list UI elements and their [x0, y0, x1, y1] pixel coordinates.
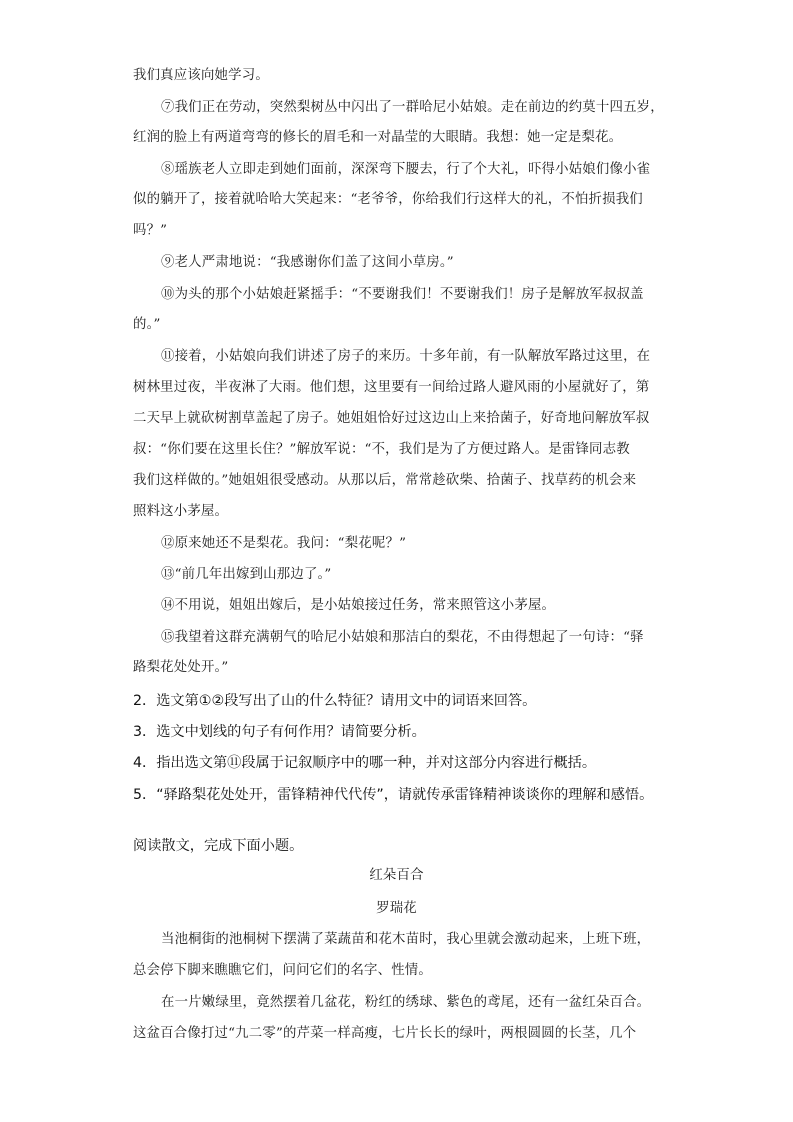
question-3: 3．选文中划线的句子有何作用？请简要分析。 — [133, 724, 426, 740]
paragraph-10-line: ⑩为头的那个小姑娘赶紧摇手：“不要谢我们！不要谢我们！房子是解放军叔叔盖 — [161, 287, 644, 302]
paragraph-line: 这盆百合像打过“九二零”的芹菜一样高瘦，七片长长的绿叶，两根圆圆的长茎，几个 — [133, 1026, 637, 1041]
paragraph-line: 叔：“你们要在这里长住？”解放军说：“不，我们是为了方便过路人。是雷锋同志教 — [133, 442, 630, 457]
paragraph-8-line: ⑧瑶族老人立即走到她们面前，深深弯下腰去，行了个大礼，吓得小姑娘们像小雀 — [161, 162, 651, 177]
question-2: 2．选文第①②段写出了山的什么特征？请用文中的词语来回答。 — [133, 693, 537, 709]
reading-instruction: 阅读散文，完成下面小题。 — [133, 838, 304, 854]
paragraph-line: 红润的脸上有两道弯弯的修长的眉毛和一对晶莹的大眼睛。我想：她一定是梨花。 — [133, 130, 623, 145]
question-5: 5．“驿路梨花处处开，雷锋精神代代传”，请就传承雷锋精神谈谈你的理解和感悟。 — [133, 787, 654, 803]
paragraph-line: 在一片嫩绿里，竟然摆着几盆花，粉红的绣球、紫色的鸢尾，还有一盆红朵百合。 — [161, 995, 651, 1010]
paragraph-line: 二天早上就砍树割草盖起了房子。她姐姐恰好过这边山上来拾菌子，好奇地问解放军叔 — [133, 411, 650, 426]
paragraph-line: 总会停下脚来瞧瞧它们，问问它们的名字、性情。 — [133, 963, 432, 978]
paragraph-line: 路梨花处处开。” — [133, 660, 229, 675]
paragraph-14-line: ⑭不用说，姐姐出嫁后，是小姑娘接过任务，常来照管这小茅屋。 — [161, 598, 556, 613]
paragraph-11-line: ⑪接着，小姑娘向我们讲述了房子的来历。十多年前，有一队解放军路过这里，在 — [161, 349, 651, 364]
passage-title: 红朵百合 — [369, 868, 424, 883]
paragraph-line: 树林里过夜，半夜淋了大雨。他们想，这里要有一间给过路人避风雨的小屋就好了，第 — [133, 380, 650, 395]
paragraph-line: 似的躺开了，接着就哈哈大笑起来：“老爷爷，你给我们行这样大的礼，不怕折损我们 — [133, 192, 643, 207]
paragraph-line: 的。” — [133, 317, 161, 332]
paragraph-line: 照料这小茅屋。 — [133, 504, 229, 519]
paragraph-13-line: ⑬“前几年出嫁到山那边了。” — [161, 567, 332, 582]
question-4: 4．指出选文第⑪段属于记叙顺序中的哪一种，并对这部分内容进行概括。 — [133, 755, 597, 771]
paragraph-line: 吗？” — [133, 223, 168, 238]
paragraph-7-line: ⑦我们正在劳动，突然梨树丛中闪出了一群哈尼小姑娘。走在前边的约莫十四五岁， — [161, 100, 664, 115]
paragraph-line: 当池桐街的池桐树下摆满了菜蔬苗和花木苗时，我心里就会激动起来，上班下班， — [161, 932, 651, 947]
paragraph-line: 我们真应该向她学习。 — [133, 68, 269, 83]
paragraph-line: 我们这样做的。”她姐姐很受感动。从那以后，常常趁砍柴、拾菌子、找草药的机会来 — [133, 473, 637, 488]
paragraph-9-line: ⑨老人严肃地说：“我感谢你们盖了这间小草房。” — [161, 255, 454, 270]
paragraph-12-line: ⑫原来她还不是梨花。我问：“梨花呢？” — [161, 536, 407, 551]
paragraph-15-line: ⑮我望着这群充满朝气的哈尼小姑娘和那洁白的梨花，不由得想起了一句诗：“驿 — [161, 630, 644, 645]
passage-author: 罗瑞花 — [376, 901, 417, 916]
